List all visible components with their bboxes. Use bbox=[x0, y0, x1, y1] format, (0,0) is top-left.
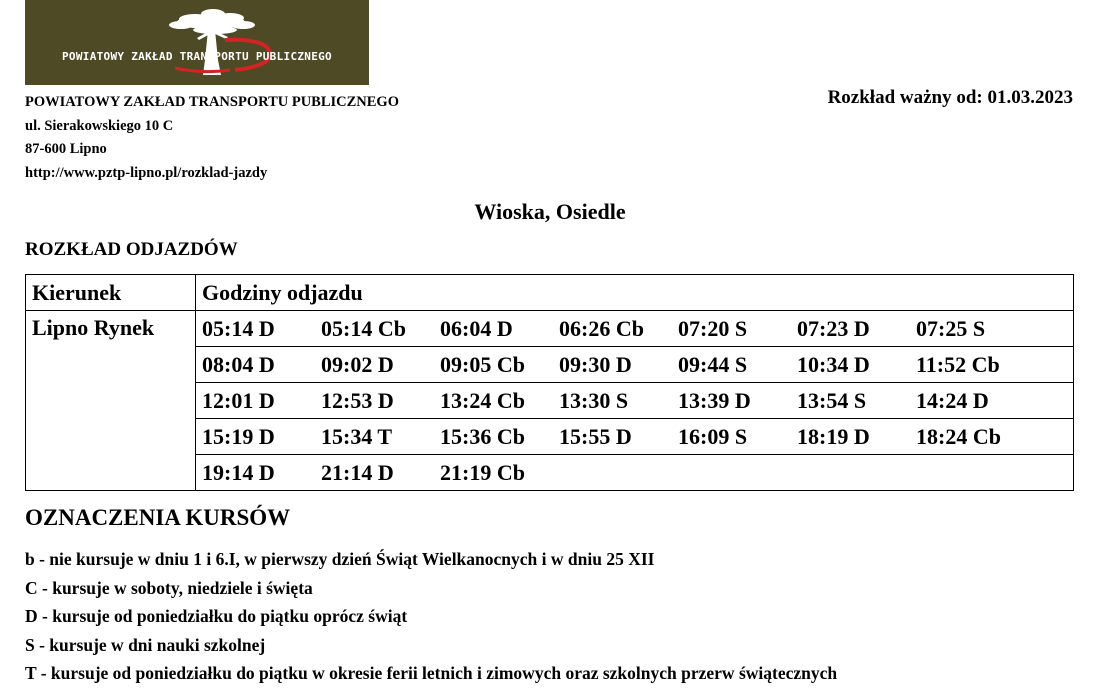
org-street: ul. Sierakowskiego 10 C bbox=[25, 117, 174, 134]
times-cell bbox=[196, 347, 1074, 383]
departure-time: 16:09 S bbox=[678, 423, 748, 449]
table-row bbox=[26, 311, 1074, 347]
times-cell bbox=[196, 455, 1074, 491]
departure-time: 09:30 D bbox=[559, 351, 632, 377]
departure-time: 13:30 S bbox=[559, 387, 629, 413]
legend-item: D - kursuje od poniedziałku do piątku oprócz świąt bbox=[25, 606, 408, 626]
departure-time: 13:39 D bbox=[678, 387, 751, 413]
departure-time: 15:19 D bbox=[202, 423, 275, 449]
departure-time: 09:02 D bbox=[321, 351, 394, 377]
org-city: 87-600 Lipno bbox=[25, 141, 107, 157]
departure-time: 07:23 D bbox=[797, 315, 870, 341]
legend-item: S - kursuje w dni nauki szkolnej bbox=[25, 634, 266, 655]
departure-time: 21:19 Cb bbox=[440, 459, 525, 485]
legend-item: b - nie kursuje w dniu 1 i 6.I, w pierwszy dzień Świąt Wielkanocnych i w dniu 25 XII bbox=[25, 549, 655, 569]
departure-time: 07:25 S bbox=[916, 315, 986, 341]
departure-time: 18:19 D bbox=[797, 423, 870, 449]
section-title: ROZKŁAD ODJAZDÓW bbox=[25, 239, 238, 260]
departure-time: 21:14 D bbox=[321, 459, 394, 485]
departure-time: 06:26 Cb bbox=[559, 315, 644, 341]
legend-list bbox=[25, 545, 837, 688]
legend-title: OZNACZENIA KURSÓW bbox=[25, 505, 291, 530]
org-name: POWIATOWY ZAKŁAD TRANSPORTU PUBLICZNEGO bbox=[25, 94, 399, 110]
departure-time: 11:52 Cb bbox=[916, 351, 1000, 377]
times-cell bbox=[196, 311, 1074, 347]
header-times: Godziny odjazdu bbox=[196, 275, 1074, 311]
tree-logo-icon bbox=[25, 0, 369, 85]
departure-time: 06:04 D bbox=[440, 315, 513, 341]
departure-time: 13:24 Cb bbox=[440, 387, 525, 413]
legend-item: C - kursuje w soboty, niedziele i święta bbox=[25, 577, 313, 598]
header-direction: Kierunek bbox=[26, 275, 196, 311]
timetable bbox=[25, 274, 1074, 491]
departure-time: 15:55 D bbox=[559, 423, 632, 449]
table-header-row bbox=[26, 275, 1074, 311]
departure-time: 19:14 D bbox=[202, 459, 275, 485]
departure-time: 05:14 Cb bbox=[321, 315, 406, 341]
org-url[interactable]: http://www.pztp-lipno.pl/rozklad-jazdy bbox=[25, 164, 268, 181]
valid-from: Rozkład ważny od: 01.03.2023 bbox=[827, 87, 1073, 108]
departure-time: 14:24 D bbox=[916, 387, 989, 413]
legend-item: T - kursuje od poniedziałku do piątku w okresie ferii letnich i zimowych oraz szkolnych przerw świątecznych bbox=[25, 663, 838, 683]
departure-time: 09:44 S bbox=[678, 351, 748, 377]
direction-cell: Lipno Rynek bbox=[26, 311, 196, 491]
departure-time: 05:14 D bbox=[202, 315, 275, 341]
organization-info bbox=[25, 91, 399, 185]
departure-time: 09:05 Cb bbox=[440, 351, 525, 377]
departure-time: 12:01 D bbox=[202, 387, 275, 413]
logo-text: POWIATOWY ZAKŁAD TRANSPORTU PUBLICZNEGO bbox=[62, 50, 332, 63]
departure-time: 10:34 D bbox=[797, 351, 870, 377]
departure-time: 12:53 D bbox=[321, 387, 394, 413]
times-cell bbox=[196, 419, 1074, 455]
departure-time: 13:54 S bbox=[797, 387, 867, 413]
departure-time: 08:04 D bbox=[202, 351, 275, 377]
times-cell bbox=[196, 383, 1074, 419]
departure-time: 07:20 S bbox=[678, 315, 748, 341]
departure-time: 15:36 Cb bbox=[440, 423, 525, 449]
departure-time: 18:24 Cb bbox=[916, 423, 1001, 449]
stop-name: Wioska, Osiedle bbox=[474, 199, 626, 224]
company-logo bbox=[25, 0, 369, 85]
departure-time: 15:34 T bbox=[321, 423, 393, 449]
